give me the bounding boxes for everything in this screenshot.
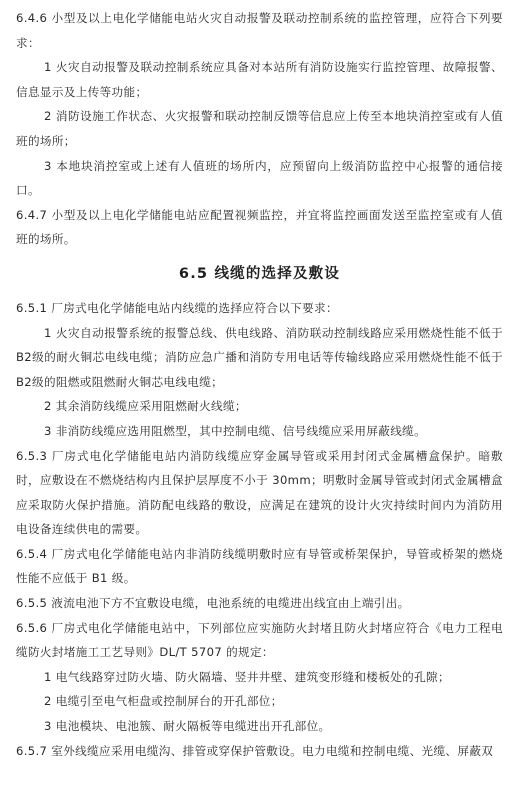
item-6-5-1-1: 1 火灾自动报警系统的报警总线、供电线路、消防联动控制线路应采用燃烧性能不低于B2级的耐火铜芯电线电缆；消防应急广播和消防专用电话等传输线路应采用燃烧性能不低于B2级的阻燃或阻燃耐火铜芯电线电缆； [16, 325, 503, 389]
clause-6-5-7: 6.5.7 室外线缆应采用电缆沟、排管或穿保护管敷设。电力电缆和控制电缆、光缆、屏蔽双 [16, 743, 494, 758]
clause-6-5-4: 6.5.4 厂房式电化学储能电站内非消防线缆明敷时应有导管或桥架保护，导管或桥架的燃烧性能不应低于 B1 级。 [16, 546, 503, 586]
item-6-5-6-2: 2 电缆引至电气柜盘或控制屏台的开孔部位； [44, 694, 283, 709]
item-6-4-6-3: 3 本地块消控室或上述有人值班的场所内，应预留向上级消防监控中心报警的通信接口。 [16, 158, 503, 198]
item-6-4-6-2: 2 消防设施工作状态、火灾报警和联动控制反馈等信息应上传至本地块消控室或有人值班的场所； [16, 109, 503, 148]
section-heading: 6.5 线缆的选择及敷设 [178, 265, 341, 282]
clause-6-5-1: 6.5.1 厂房式电化学储能电站内线缆的选择应符合以下要求： [16, 300, 338, 315]
item-6-5-1-2: 2 其余消防线缆应采用阻燃耐火线缆； [44, 399, 247, 414]
item-6-5-6-1: 1 电气线路穿过防火墙、防火隔墙、竖井井壁、建筑变形缝和楼板处的孔隙； [44, 669, 450, 684]
item-6-5-1-3: 3 非消防线缆应选用阻燃型，其中控制电缆、信号线缆应采用屏蔽线缆。 [44, 423, 427, 438]
clause-6-5-5: 6.5.5 液流电池下方不宜敷设电缆，电池系统的电缆进出线宜由上端引出。 [16, 596, 410, 611]
item-6-4-6-1: 1 火灾自动报警及联动控制系统应具备对本站所有消防设施实行监控管理、故障报警、信息显示及上传等功能； [16, 60, 503, 99]
clause-6-5-6: 6.5.6 厂房式电化学储能电站中，下列部位应实施防火封堵且防火封堵应符合《电力工程电缆防火封堵施工工艺导则》DL/T 5707 的规定： [16, 620, 503, 660]
clause-6-5-3: 6.5.3 厂房式电化学储能电站内消防线缆应穿金属导管或采用封闭式金属槽盒保护。暗敷时，应敷设在不燃烧结构内且保护层厚度不小于 30mm；明敷时金属导管或封闭式金属槽盒应采取防火保护措施。消防配电线路的敷设，应满足在建筑的设计火灾持续时间内为消防用电设备连续供电的需要。 [16, 448, 503, 537]
clause-6-4-6: 6.4.6 小型及以上电化学储能电站火灾自动报警及联动控制系统的监控管理，应符合下列要求： [16, 11, 503, 50]
item-6-5-6-3: 3 电池模块、电池簇、耐火隔板等电缆进出开孔部位。 [44, 719, 331, 734]
clause-6-4-7: 6.4.7 小型及以上电化学储能电站应配置视频监控，并宜将监控画面发送至监控室或有人值班的场所。 [16, 207, 503, 247]
